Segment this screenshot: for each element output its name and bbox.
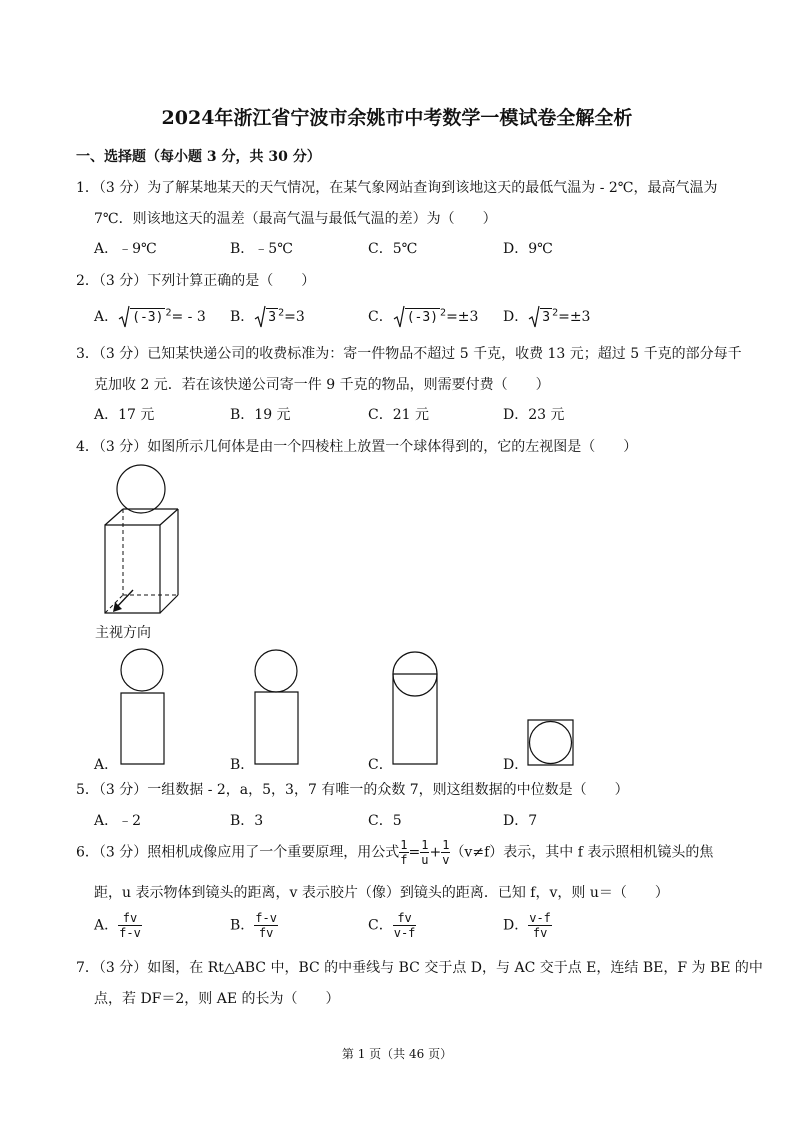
q3-stem-line2: 克加收 2 元．若在该快递公司寄一件 9 千克的物品，则需要付费（ ） (94, 377, 550, 393)
q6-stem-post: （v≠f）表示，其中 f 表示照相机镜头的焦 (450, 844, 714, 861)
q6-stem-line2: 距，u 表示物体到镜头的距离，v 表示胶片（像）到镜头的距离．已知 f，v，则 u＝（ ） (94, 885, 669, 901)
denominator: v (442, 853, 450, 867)
q6-option-c (368, 911, 416, 940)
q2-result-b: =3 (284, 309, 305, 325)
q6-option-c-label: C． (368, 917, 393, 934)
equals-sign: = (408, 844, 421, 861)
q4-stem: 4．（3 分）如图所示几何体是由一个四棱柱上放置一个球体得到的，它的左视图是（ ） (76, 439, 638, 455)
exponent: 2 (165, 307, 172, 319)
denominator: v-f (393, 926, 416, 940)
q6-option-b (230, 911, 278, 940)
fraction (528, 911, 552, 940)
numerator: 1 (442, 838, 450, 852)
q5-option-b: B．3 (230, 813, 264, 829)
q4-option-b-figure (252, 647, 302, 767)
q1-option-b: B．﹣5℃ (230, 241, 293, 257)
q1-stem-line2: 7℃．则该地这天的温差（最高气温与最低气温的差）为（ ） (94, 211, 497, 227)
radicand: (-3) (132, 310, 164, 325)
denominator: fv (532, 926, 548, 940)
q7-stem-line2: 点，若 DF＝2，则 AE 的长为（ ） (94, 991, 340, 1007)
q6-stem-line1 (76, 838, 713, 867)
radical-sign (118, 305, 171, 329)
radical-sign (528, 305, 558, 329)
plus-sign: + (429, 844, 442, 861)
q4-option-c-figure (391, 647, 441, 767)
section-heading: 一、选择题（每小题 3 分，共 30 分） (76, 149, 321, 165)
q2-option-d-label: D． (503, 309, 529, 325)
q5-option-a: A．﹣2 (94, 813, 142, 829)
denominator: u (421, 853, 429, 867)
radicand: 3 (268, 310, 277, 325)
numerator: v-f (529, 911, 551, 925)
q1-option-a: A．﹣9℃ (94, 241, 157, 257)
q1-option-d: D．9℃ (503, 241, 553, 257)
fraction (254, 911, 278, 940)
q2-option-b-label: B． (230, 309, 255, 325)
q2-stem: 2．（3 分）下列计算正确的是（ ） (76, 273, 316, 289)
q1-option-c: C．5℃ (368, 241, 418, 257)
q7-stem-line1: 7．（3 分）如图，在 Rt△ABC 中，BC 的中垂线与 BC 交于点 D，与 AC 交于点 E，连结 BE，F 为 BE 的中 (76, 960, 763, 976)
q2-option-d (503, 305, 590, 329)
q6-option-d (503, 911, 552, 940)
q3-option-d: D．23 元 (503, 407, 565, 423)
q4-option-d-label: D． (503, 757, 529, 773)
radicand: (-3) (406, 310, 439, 325)
q3-option-a: A．17 元 (94, 407, 155, 423)
denominator: fv (258, 926, 274, 940)
radical-sign (254, 305, 284, 329)
q2-option-a-label: A． (94, 309, 119, 325)
q4-option-c-label: C． (368, 757, 393, 773)
denominator: f-v (119, 926, 141, 940)
q4-option-d-figure (526, 717, 576, 767)
numerator: f-v (255, 911, 277, 925)
q1-stem-line1: 1．（3 分）为了解某地某天的天气情况，在某气象网站查询到该地这天的最低气温为 - 2℃，最高气温为 (76, 180, 718, 196)
q2-result-d: =±3 (558, 309, 591, 325)
q2-option-a (94, 305, 206, 329)
q3-option-b: B．19 元 (230, 407, 291, 423)
q4-option-a-label: A． (94, 757, 119, 773)
q6-stem-pre: 6．（3 分）照相机成像应用了一个重要原理，用公式 (76, 844, 400, 861)
solid-figure (95, 462, 195, 622)
q5-stem: 5．（3 分）一组数据 - 2，a，5，3，7 有唯一的众数 7，则这组数据的中位数是（ ） (76, 782, 629, 798)
numerator: fv (118, 911, 142, 926)
radicand: 3 (542, 310, 551, 325)
numerator: 1 (421, 838, 429, 852)
q2-result-c: =±3 (446, 309, 479, 325)
q6-option-a (94, 911, 142, 940)
q2-option-b (230, 305, 305, 329)
q2-result-a: = - 3 (171, 309, 206, 325)
radical-sign (393, 305, 446, 329)
document-title: 2024年浙江省宁波市余姚市中考数学一模试卷全解全析 (161, 107, 633, 129)
page-footer: 第 1 页（共 46 页） (341, 1047, 453, 1061)
q6-option-a-label: A． (94, 917, 119, 934)
q3-option-c: C．21 元 (368, 407, 429, 423)
q5-option-d: D．7 (503, 813, 538, 829)
q4-option-a-figure (118, 647, 168, 767)
exponent: 2 (440, 307, 447, 319)
exponent: 2 (552, 307, 559, 319)
view-direction-label: 主视方向 (95, 625, 151, 641)
numerator: 1 (400, 838, 408, 852)
q4-option-b-label: B． (230, 757, 255, 773)
fraction-1-over-f (399, 838, 408, 867)
q6-option-d-label: D． (503, 917, 529, 934)
q3-stem-line1: 3．（3 分）已知某快递公司的收费标准为：寄一件物品不超过 5 千克，收费 13 元；超过 5 千克的部分每千 (76, 346, 742, 362)
fraction (118, 911, 142, 940)
q2-option-c-label: C． (368, 309, 393, 325)
q6-option-b-label: B． (230, 917, 255, 934)
exponent: 2 (278, 307, 285, 319)
q5-option-c: C．5 (368, 813, 402, 829)
denominator: f (400, 853, 408, 867)
numerator: fv (393, 911, 417, 926)
fraction (393, 911, 417, 940)
q2-option-c (368, 305, 478, 329)
